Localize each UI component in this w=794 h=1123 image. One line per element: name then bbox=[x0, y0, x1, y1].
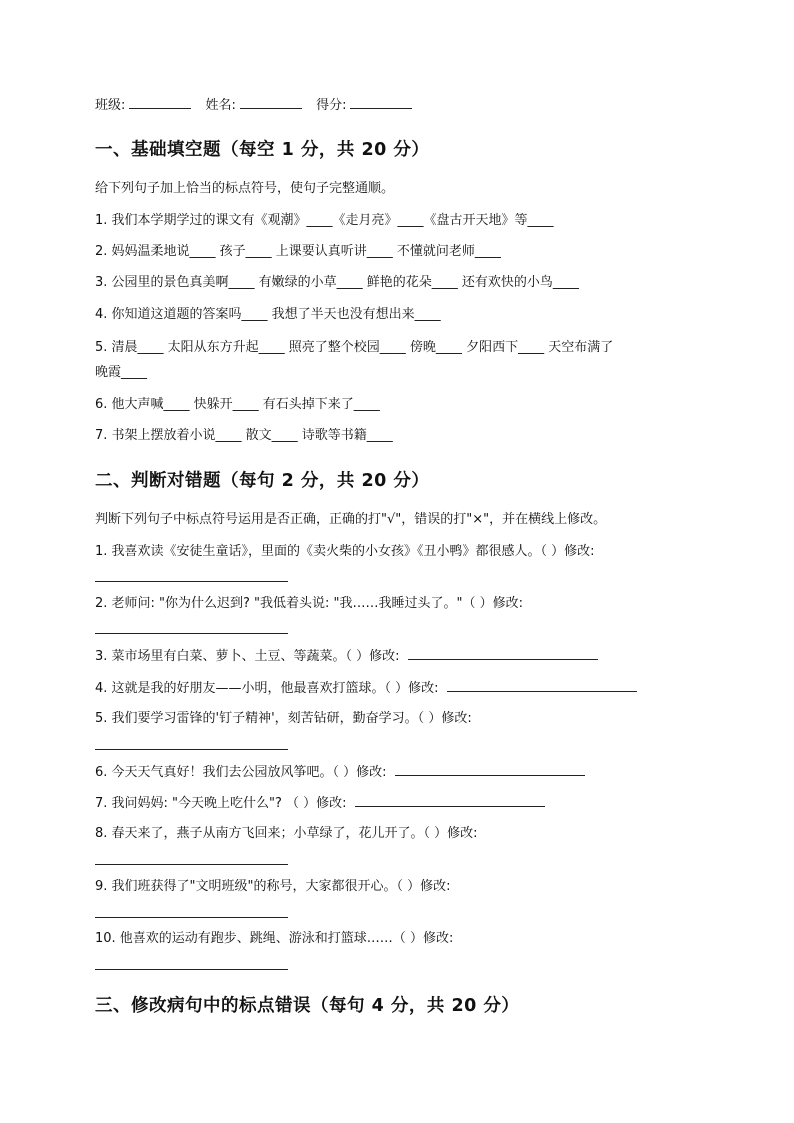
student-info-row bbox=[95, 95, 422, 115]
question-2-4: 4. 这就是我的好朋友——小明，他最喜欢打篮球。（ ）修改: bbox=[95, 681, 439, 696]
answer-line-2-10[interactable] bbox=[95, 969, 288, 970]
question-1-5-cont: 晚霞____ bbox=[95, 365, 148, 380]
question-2-6-row bbox=[95, 763, 585, 782]
question-1-3: 3. 公园里的景色真美啊____ 有嫩绿的小草____ 鲜艳的花朵____ 还有欢快的小鸟____ bbox=[95, 275, 579, 290]
score-blank bbox=[350, 95, 412, 109]
question-2-4-row bbox=[95, 679, 637, 698]
question-1-5: 5. 清晨____ 太阳从东方升起____ 照亮了整个校园____ 傍晚____ 夕阳西下____ 天空布满了 bbox=[95, 340, 614, 355]
name-label: 姓名: bbox=[205, 98, 236, 113]
answer-line-2-5[interactable] bbox=[95, 749, 288, 750]
answer-line-2-1[interactable] bbox=[95, 581, 288, 582]
section-1-title: 一、基础填空题（每空 1 分，共 20 分） bbox=[95, 140, 430, 160]
section-2-title: 二、判断对错题（每句 2 分，共 20 分） bbox=[95, 471, 430, 491]
question-1-4: 4. 你知道这道题的答案吗____ 我想了半天也没有想出来____ bbox=[95, 307, 441, 322]
question-1-1: 1. 我们本学期学过的课文有《观潮》____《走月亮》____《盘古开天地》等____ bbox=[95, 213, 554, 228]
question-2-6: 6. 今天天气真好！我们去公园放风筝吧。（ ）修改: bbox=[95, 765, 387, 780]
class-blank bbox=[129, 95, 191, 109]
question-1-6: 6. 他大声喊____ 快躲开____ 有石头掉下来了____ bbox=[95, 397, 380, 412]
answer-line-2-4[interactable] bbox=[447, 679, 637, 692]
question-2-3-row bbox=[95, 647, 598, 666]
section-2-instruction: 判断下列句子中标点符号运用是否正确，正确的打"√"，错误的打"×"，并在横线上修改。 bbox=[95, 512, 607, 527]
question-1-2: 2. 妈妈温柔地说____ 孩子____ 上课要认真听讲____ 不懂就问老师____ bbox=[95, 244, 501, 259]
question-1-7: 7. 书架上摆放着小说____ 散文____ 诗歌等书籍____ bbox=[95, 428, 393, 443]
question-2-5: 5. 我们要学习雷锋的'钉子精神'，刻苦钻研，勤奋学习。（ ）修改: bbox=[95, 711, 472, 726]
section-3-title: 三、修改病句中的标点错误（每句 4 分，共 20 分） bbox=[95, 996, 520, 1016]
section-1-instruction: 给下列句子加上恰当的标点符号，使句子完整通顺。 bbox=[95, 181, 395, 196]
class-label: 班级: bbox=[95, 98, 126, 113]
answer-line-2-7[interactable] bbox=[355, 794, 545, 807]
name-blank bbox=[240, 95, 302, 109]
answer-line-2-9[interactable] bbox=[95, 917, 288, 918]
answer-line-2-8[interactable] bbox=[95, 864, 288, 865]
question-2-1: 1. 我喜欢读《安徒生童话》，里面的《卖火柴的小女孩》《丑小鸭》都很感人。（ ）修改: bbox=[95, 544, 595, 559]
question-2-7: 7. 我问妈妈: "今天晚上吃什么"? （ ）修改: bbox=[95, 796, 347, 811]
question-2-7-row bbox=[95, 794, 545, 813]
answer-line-2-6[interactable] bbox=[395, 763, 585, 776]
question-2-10: 10. 他喜欢的运动有跑步、跳绳、游泳和打篮球……（ ）修改: bbox=[95, 931, 454, 946]
score-label: 得分: bbox=[316, 98, 347, 113]
answer-line-2-2[interactable] bbox=[95, 633, 288, 634]
question-2-9: 9. 我们班获得了"文明班级"的称号，大家都很开心。（ ）修改: bbox=[95, 879, 451, 894]
answer-line-2-3[interactable] bbox=[408, 647, 598, 660]
question-2-3: 3. 菜市场里有白菜、萝卜、土豆、等蔬菜。（ ）修改: bbox=[95, 649, 400, 664]
question-2-8: 8. 春天来了，燕子从南方飞回来；小草绿了，花儿开了。（ ）修改: bbox=[95, 826, 478, 841]
question-2-2: 2. 老师问: "你为什么迟到? "我低着头说: "我……我睡过头了。"（ ）修改: bbox=[95, 596, 524, 611]
